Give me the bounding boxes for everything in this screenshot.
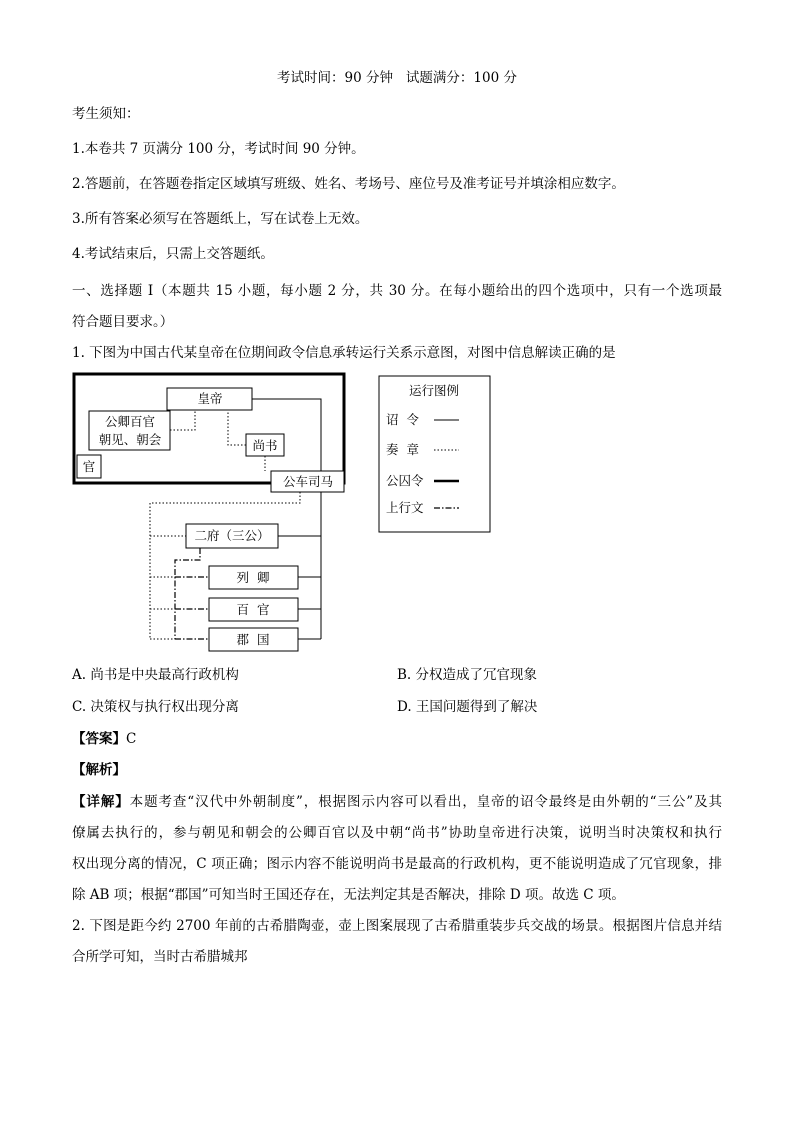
answer-value: C [126, 731, 137, 747]
officials-label: 公卿百官 [104, 414, 156, 429]
notice-item: 1.本卷共 7 页满分 100 分，考试时间 90 分钟。 [72, 141, 365, 157]
legend-title: 运行图例 [408, 383, 460, 398]
erfu-label: 二府（三公） [194, 528, 270, 543]
question-2-stem-continued: 合所学可知，当时古希腊城邦 [72, 949, 248, 965]
junguo-label: 郡 国 [236, 632, 270, 647]
detail-line: 僚属去执行的，参与朝见和朝会的公卿百官以及中朝“尚书”协助皇帝进行决策，说明当时决策权和执行 [72, 825, 722, 841]
option-c: C. 决策权与执行权出现分离 [72, 699, 239, 715]
answer-label: 【答案】 [72, 731, 126, 747]
legend-item-upward-doc: 上行文 [386, 500, 424, 515]
memorial-line-officials [170, 410, 195, 430]
baiguan-label: 百 官 [236, 602, 270, 617]
gongche-sima-label: 公车司马 [282, 474, 334, 489]
notice-item: 3.所有答案必须写在答题纸上，写在试卷上无效。 [72, 211, 369, 227]
notice-title: 考生须知： [72, 106, 140, 122]
detail-line [72, 793, 722, 811]
exam-info-header: 考试时间：90 分钟 试题满分：100 分 [277, 70, 517, 86]
detail-line: 权出现分离的情况，C 项正确；图示内容不能说明尚书是最高的行政机构，更不能说明造成了冗官现象，排 [72, 856, 722, 872]
shangshu-label: 尚书 [252, 438, 278, 453]
officials-sublabel: 朝见、朝会 [98, 432, 162, 447]
option-a: A. 尚书是中央最高行政机构 [72, 667, 239, 683]
analysis-label: 【解析】 [72, 762, 126, 778]
question-2-stem: 2. 下图是距今约 2700 年前的古希腊陶壶，壶上图案展现了古希腊重装步兵交战的场景。根据图片信息并结 [72, 918, 722, 934]
legend-item-edict: 诏 令 [386, 412, 419, 427]
detail-label: 【详解】 [72, 794, 130, 810]
guan-label: 官 [82, 459, 96, 474]
legend-item-public-order: 公囚令 [386, 473, 424, 488]
emperor-label: 皇帝 [197, 391, 223, 406]
lieqing-label: 列 卿 [236, 570, 270, 585]
section-heading-continued: 符合题目要求。） [72, 314, 174, 330]
option-b: B. 分权造成了冗官现象 [397, 667, 538, 683]
section-heading: 一、选择题 I（本题共 15 小题，每小题 2 分，共 30 分。在每小题给出的四个选项中，只有一个选项最 [72, 283, 722, 299]
notice-item: 4.考试结束后，只需上交答题纸。 [72, 246, 274, 262]
detail-line: 除 AB 项；根据“郡国”可知当时王国还存在，无法判定其是否解决，排除 D 项。故选 C 项。 [72, 887, 625, 903]
upward-doc-line-trunk [175, 548, 200, 639]
detail-text: 本题考查“汉代中外朝制度”，根据图示内容可以看出，皇帝的诏令最终是由外朝的“三公”及其 [129, 794, 723, 810]
legend-item-memorial: 奏 章 [386, 442, 419, 457]
policy-flow-diagram [70, 370, 500, 660]
answer-row [72, 730, 136, 748]
memorial-line-shangshu [228, 410, 246, 445]
notice-item: 2.答题前，在答题卷指定区域填写班级、姓名、考场号、座位号及准考证号并填涂相应数字。 [72, 176, 625, 192]
question-1-stem: 1. 下图为中国古代某皇帝在位期间政令信息承转运行关系示意图，对图中信息解读正确的是 [72, 345, 616, 361]
option-d: D. 王国问题得到了解决 [397, 699, 538, 715]
